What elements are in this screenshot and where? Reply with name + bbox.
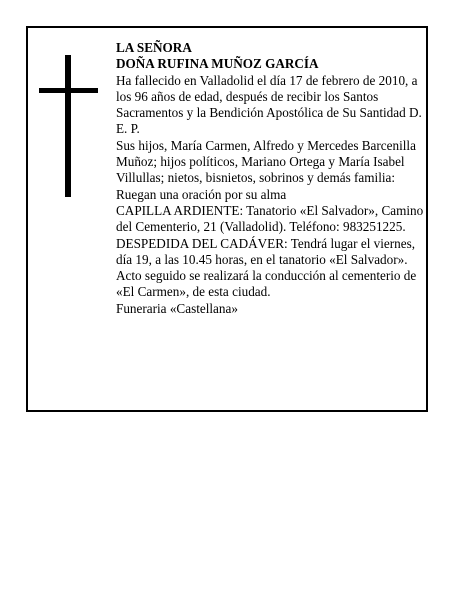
cross-horizontal-bar bbox=[39, 88, 98, 93]
prayer-request: Ruegan una oración por su alma bbox=[116, 186, 287, 202]
chapel-info: CAPILLA ARDIENTE: Tanatorio «El Salvador», Camino del Cementerio, 21 (Valladolid). Teléfono: 983251225. bbox=[116, 202, 424, 235]
farewell-info: DESPEDIDA DEL CADÁVER: Tendrá lugar el viernes, día 19, a las 10.45 horas, en el tanatorio «El Salvador». Acto seguido se realizará la conducción al cementerio de «El Carmen», de esta ciudad. bbox=[116, 235, 417, 300]
notice-title: LA SEÑORA bbox=[116, 40, 192, 55]
cross-vertical-bar bbox=[65, 55, 71, 197]
deceased-name: DOÑA RUFINA MUÑOZ GARCÍA bbox=[116, 56, 319, 72]
funeral-home: Funeraria «Castellana» bbox=[116, 300, 238, 316]
death-announcement: Ha fallecido en Valladolid el día 17 de febrero de 2010, a los 96 años de edad, después de recibir los Santos Sacramentos y la Bendición Apostólica de Su Santidad D. E. P. bbox=[116, 72, 422, 137]
obituary-notice bbox=[26, 26, 428, 412]
notice-text bbox=[116, 40, 426, 317]
cross-icon bbox=[39, 55, 98, 197]
family-list: Sus hijos, María Carmen, Alfredo y Mercedes Barcenilla Muñoz; hijos políticos, Mariano Ortega y María Isabel Villullas; nietos, bisnietos, sobrinos y demás familia: bbox=[116, 137, 416, 186]
